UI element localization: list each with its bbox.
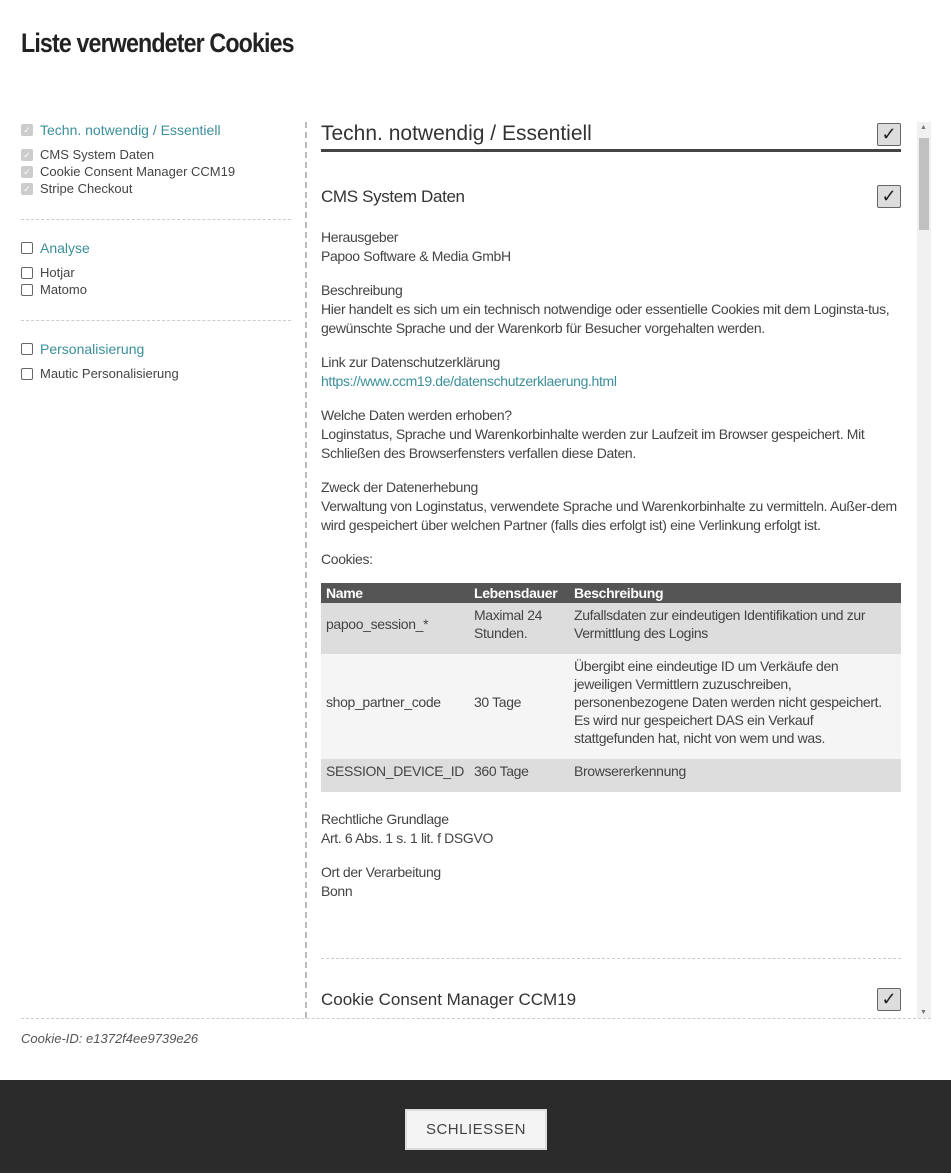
- checkbox-label: Hotjar: [40, 265, 75, 280]
- cookie-name: CMS System Daten: [321, 186, 465, 206]
- cookie-checkbox[interactable]: ✓: [877, 185, 901, 208]
- col-description: Beschreibung: [569, 583, 901, 603]
- cookie-details: [321, 122, 901, 1018]
- scrollbar-thumb[interactable]: [919, 138, 929, 230]
- desc: Hier handelt es sich um ein technisch notwendige oder essentielle Cookies mit dem Loginsta-tus, gewünschte Sprache und der Warenkorb für Besucher vorgehalten werden.: [321, 301, 890, 336]
- category-list: [21, 120, 291, 422]
- table-row: [321, 654, 901, 759]
- cookie-table: [321, 583, 901, 792]
- data-label: Welche Daten werden erhoben?: [321, 407, 512, 423]
- checkbox-label: Stripe Checkout: [40, 181, 133, 196]
- privacy-label: Link zur Datenschutzerklärung: [321, 354, 500, 370]
- cookie-checkbox-item[interactable]: [21, 180, 291, 197]
- cookie-checkbox-item[interactable]: [21, 163, 291, 180]
- page-title: Liste verwendeter Cookies: [21, 28, 294, 58]
- data: Loginstatus, Sprache und Warenkorbinhalte werden zur Laufzeit im Browser gespeichert. Mit Schließen des Browserfensters verfallen diese Daten.: [321, 426, 865, 461]
- section-header: [321, 122, 901, 152]
- close-button[interactable]: SCHLIESSEN: [405, 1109, 547, 1150]
- privacy-link[interactable]: https://www.ccm19.de/datenschutzerklaerung.html: [321, 373, 617, 389]
- checkbox-checked-icon[interactable]: ✓: [21, 124, 33, 136]
- scrollbar[interactable]: [917, 122, 931, 1018]
- col-lifetime: Lebensdauer: [469, 583, 569, 603]
- checkbox-checked-icon[interactable]: ✓: [21, 183, 33, 195]
- footer: [0, 1080, 951, 1173]
- scroll-down-icon[interactable]: ▼: [920, 1009, 927, 1016]
- checkbox-checked-icon[interactable]: ✓: [21, 149, 33, 161]
- table-row: [321, 759, 901, 792]
- checkbox-label: Mautic Personalisierung: [40, 366, 179, 381]
- purpose: Verwaltung von Loginstatus, verwendete Sprache und Warenkorbinhalte zu vermitteln. Außer-dem wird gespeichert über welchen Partner (falls dies erfolgt ist) eine Verlinkung erfolgt ist.: [321, 498, 897, 533]
- section-title: Techn. notwendig / Essentiell: [321, 122, 592, 145]
- checkbox-icon[interactable]: [21, 284, 33, 296]
- checkbox-label: Techn. notwendig / Essentiell: [40, 122, 221, 138]
- checkbox-label: Cookie Consent Manager CCM19: [40, 164, 236, 179]
- location: Bonn: [321, 883, 353, 899]
- cookie-checkbox-item[interactable]: [21, 146, 291, 163]
- col-name: Name: [321, 583, 469, 603]
- checkbox-label: CMS System Daten: [40, 147, 155, 162]
- cookies-label: Cookies:: [321, 551, 373, 567]
- cell: Übergibt eine eindeutige ID um Verkäufe den jeweiligen Vermittlern zuzuschreiben, personenbezogene Daten werden nicht gespeichert. Es wird nur gespeichert DAS ein Verkauf stattgefunden hat, nicht von wem und was.: [569, 654, 901, 759]
- checkbox-icon[interactable]: [21, 368, 33, 380]
- legal: Art. 6 Abs. 1 s. 1 lit. f DSGVO: [321, 830, 493, 846]
- cookie-header: [321, 988, 901, 1011]
- cookie-details-flow: [321, 122, 901, 950]
- cookie-checkbox-item[interactable]: [21, 281, 291, 298]
- table-row: [321, 603, 901, 654]
- checkbox-icon[interactable]: [21, 343, 33, 355]
- cell: Browsererkennung: [569, 759, 901, 792]
- category-checkbox[interactable]: [21, 339, 291, 359]
- cookie-checkbox[interactable]: ✓: [877, 988, 901, 1011]
- cookie-id: Cookie-ID: e1372f4ee9739e26: [21, 1018, 931, 1046]
- cell: Maximal 24 Stunden.: [469, 603, 569, 654]
- category-group: [21, 238, 291, 321]
- checkbox-label: Personalisierung: [40, 341, 145, 357]
- cell: shop_partner_code: [321, 654, 469, 759]
- category-checkbox[interactable]: [21, 238, 291, 258]
- checkbox-label: Matomo: [40, 282, 87, 297]
- desc-label: Beschreibung: [321, 282, 403, 298]
- scroll-up-icon[interactable]: ▲: [920, 124, 927, 131]
- cell: SESSION_DEVICE_ID: [321, 759, 469, 792]
- cookie-checkbox-item[interactable]: [21, 365, 291, 382]
- cookie-name: Cookie Consent Manager CCM19: [321, 989, 577, 1009]
- cookie-checkbox-item[interactable]: [21, 264, 291, 281]
- purpose-label: Zweck der Datenerhebung: [321, 479, 478, 495]
- publisher: Papoo Software & Media GmbH: [321, 248, 511, 264]
- location-label: Ort der Verarbeitung: [321, 864, 441, 880]
- cookie-header: [321, 185, 901, 208]
- category-group: [21, 120, 291, 220]
- checkbox-icon[interactable]: [21, 242, 33, 254]
- checkbox-label: Analyse: [40, 240, 90, 256]
- checkbox-checked-icon[interactable]: ✓: [21, 166, 33, 178]
- section-checkbox[interactable]: ✓: [877, 123, 901, 146]
- cell: 360 Tage: [469, 759, 569, 792]
- cell: papoo_session_*: [321, 603, 469, 654]
- legal-label: Rechtliche Grundlage: [321, 811, 449, 827]
- cell: 30 Tage: [469, 654, 569, 759]
- category-group: [21, 339, 291, 404]
- divider: [305, 122, 307, 1018]
- category-checkbox[interactable]: [21, 120, 291, 140]
- checkbox-icon[interactable]: [21, 267, 33, 279]
- publisher-label: Herausgeber: [321, 229, 399, 245]
- cell: Zufallsdaten zur eindeutigen Identifikation und zur Vermittlung des Logins: [569, 603, 901, 654]
- separator: [321, 958, 901, 959]
